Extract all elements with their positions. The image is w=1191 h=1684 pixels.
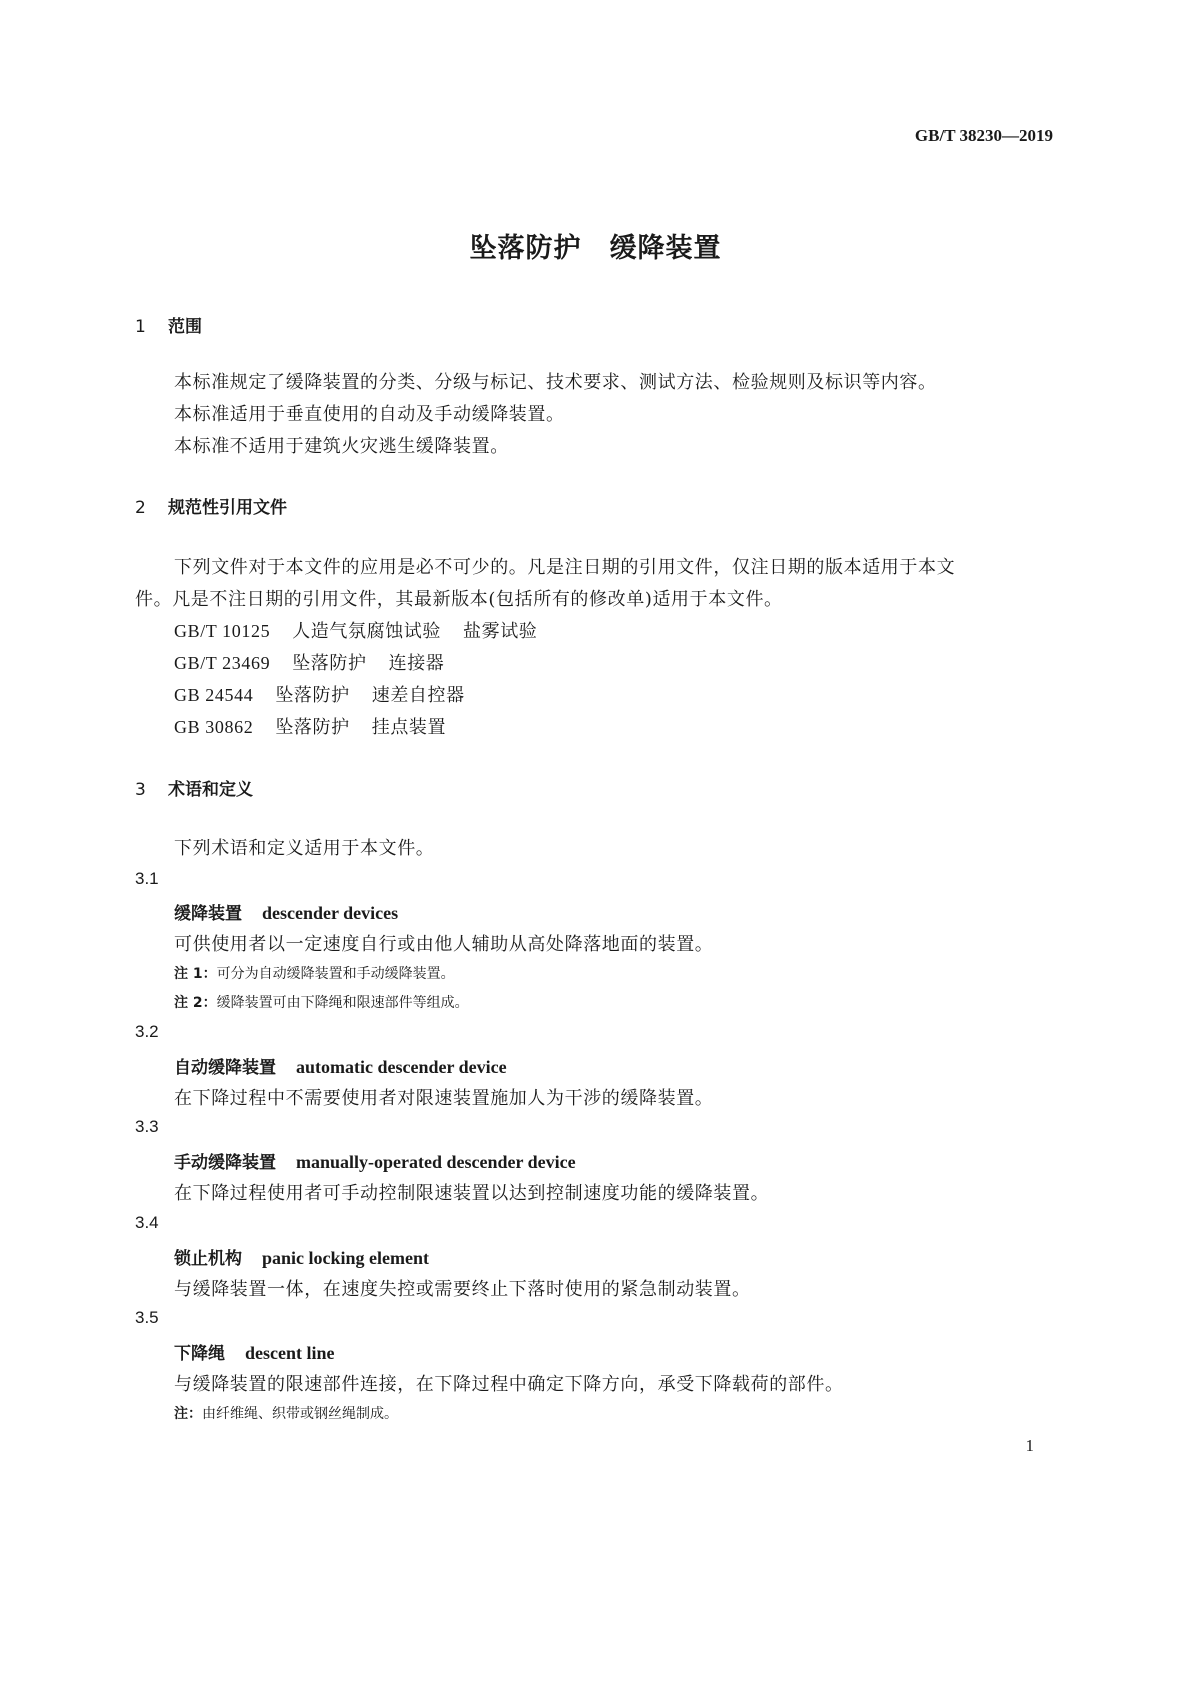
term-zh: 缓降装置 <box>174 904 242 924</box>
note-label: 注 1： <box>174 966 217 982</box>
document-title: 坠落防护 缓降装置 <box>469 233 722 264</box>
term-en: descender devices <box>262 903 399 923</box>
term-definition: 与缓降装置的限速部件连接，在下降过程中确定下降方向，承受下降载荷的部件。 <box>174 1374 844 1395</box>
term-note <box>174 963 455 983</box>
section-3-heading <box>135 775 253 800</box>
term-zh: 下降绳 <box>174 1344 225 1364</box>
reference-code: GB/T 10125 <box>174 621 271 641</box>
paragraph: 本标准不适用于建筑火灾逃生缓降装置。 <box>174 436 509 457</box>
reference-title: 坠落防护 <box>275 685 350 706</box>
term-note <box>174 992 469 1012</box>
reference-item <box>174 681 465 707</box>
note-text: 由纤维绳、织带或钢丝绳制成。 <box>202 1406 398 1422</box>
term-en: panic locking element <box>262 1248 429 1268</box>
section-number: 1 <box>135 317 146 337</box>
paragraph-continuation: 件。凡是不注日期的引用文件，其最新版本(包括所有的修改单)适用于本文件。 <box>135 589 783 610</box>
term-definition: 与缓降装置一体，在速度失控或需要终止下落时使用的紧急制动装置。 <box>174 1279 751 1300</box>
term-number: 3.3 <box>135 1117 159 1136</box>
term-number: 3.5 <box>135 1308 159 1327</box>
page-number: 1 <box>1025 1436 1034 1455</box>
reference-code: GB 24544 <box>174 685 254 705</box>
term-heading <box>174 1148 576 1173</box>
term-zh: 手动缓降装置 <box>174 1153 276 1173</box>
reference-subtitle: 盐雾试验 <box>463 621 538 642</box>
term-note <box>174 1403 398 1423</box>
section-2-heading <box>135 493 287 518</box>
paragraph: 下列术语和定义适用于本文件。 <box>174 838 435 859</box>
note-text: 可分为自动缓降装置和手动缓降装置。 <box>216 966 455 982</box>
reference-title: 人造气氛腐蚀试验 <box>292 621 441 642</box>
reference-item <box>174 617 537 643</box>
term-heading <box>174 1339 335 1364</box>
standard-number: GB/T 38230—2019 <box>914 126 1053 145</box>
term-number: 3.2 <box>135 1022 159 1041</box>
reference-code: GB 30862 <box>174 717 254 737</box>
term-number: 3.1 <box>135 869 159 888</box>
section-title: 规范性引用文件 <box>168 498 287 518</box>
term-en: descent line <box>245 1343 335 1363</box>
note-label: 注 2： <box>174 995 217 1011</box>
section-title: 范围 <box>168 317 202 337</box>
term-zh: 锁止机构 <box>174 1249 242 1269</box>
section-number: 2 <box>135 498 146 518</box>
reference-subtitle: 挂点装置 <box>371 717 447 738</box>
term-heading <box>174 899 398 924</box>
paragraph: 本标准规定了缓降装置的分类、分级与标记、技术要求、测试方法、检验规则及标识等内容。 <box>174 372 937 393</box>
section-1-heading <box>135 312 202 337</box>
reference-subtitle: 速差自控器 <box>371 685 465 706</box>
term-zh: 自动缓降装置 <box>174 1058 276 1078</box>
term-en: manually-operated descender device <box>296 1152 576 1172</box>
reference-code: GB/T 23469 <box>174 653 271 673</box>
term-number: 3.4 <box>135 1213 159 1232</box>
section-title: 术语和定义 <box>168 780 253 800</box>
reference-item <box>174 649 444 675</box>
paragraph: 本标准适用于垂直使用的自动及手动缓降装置。 <box>174 404 565 425</box>
reference-title: 坠落防护 <box>275 717 350 738</box>
section-number: 3 <box>135 780 146 800</box>
term-definition: 在下降过程使用者可手动控制限速装置以达到控制速度功能的缓降装置。 <box>174 1183 770 1204</box>
note-text: 缓降装置可由下降绳和限速部件等组成。 <box>216 995 469 1011</box>
reference-title: 坠落防护 <box>292 653 367 674</box>
term-en: automatic descender device <box>296 1057 507 1077</box>
term-heading <box>174 1244 429 1269</box>
paragraph: 下列文件对于本文件的应用是必不可少的。凡是注日期的引用文件，仅注日期的版本适用于本文 <box>174 557 956 578</box>
term-definition: 在下降过程中不需要使用者对限速装置施加人为干涉的缓降装置。 <box>174 1088 714 1109</box>
reference-subtitle: 连接器 <box>388 653 445 674</box>
reference-item <box>174 713 446 739</box>
term-definition: 可供使用者以一定速度自行或由他人辅助从高处降落地面的装置。 <box>174 934 714 955</box>
term-heading <box>174 1053 507 1078</box>
note-label: 注： <box>174 1406 202 1422</box>
